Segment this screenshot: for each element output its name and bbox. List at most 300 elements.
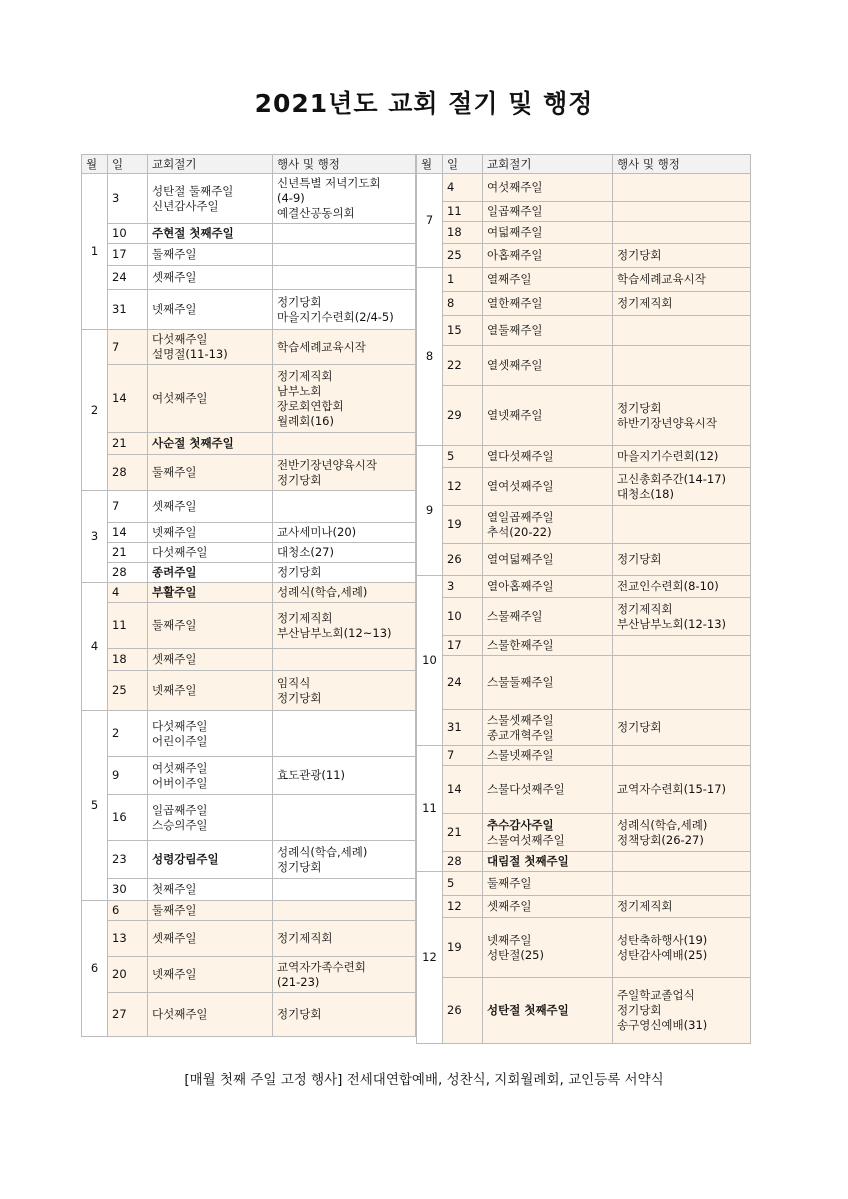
events-cell <box>613 576 751 598</box>
season-cell <box>148 224 273 244</box>
table-row <box>82 455 416 491</box>
day-cell: 22 <box>443 346 483 386</box>
table-row <box>82 244 416 266</box>
table-row <box>82 266 416 290</box>
events-cell <box>613 346 751 386</box>
table-row <box>82 224 416 244</box>
events-cell <box>273 266 416 290</box>
event-line: 정기당회 <box>277 859 322 874</box>
season-cell <box>148 957 273 993</box>
day-cell: 8 <box>443 292 483 316</box>
season-line: 넷째주일 <box>487 932 532 947</box>
header-month: 월 <box>417 155 443 174</box>
event-line: 정기당회 <box>617 400 662 415</box>
event-line: 성탄축하행사(19) <box>617 932 708 947</box>
events-cell <box>613 292 751 316</box>
season-cell <box>148 757 273 795</box>
event-line: 정기제직회 <box>277 931 333 945</box>
season-cell <box>483 872 613 896</box>
season-cell <box>148 266 273 290</box>
event-line: 마을지기수련회(2/4-5) <box>277 309 394 324</box>
day-cell: 20 <box>108 957 148 993</box>
day-cell: 21 <box>108 433 148 455</box>
table-row <box>82 711 416 757</box>
events-cell <box>613 746 751 766</box>
month-cell: 3 <box>82 491 108 583</box>
season-cell <box>483 544 613 576</box>
season-line: 둘째주일 <box>152 247 197 261</box>
season-line: 스물둘째주일 <box>487 675 554 689</box>
table-row <box>82 603 416 649</box>
schedule-table-jul-dec <box>416 154 751 1044</box>
season-line: 다섯째주일 <box>152 545 208 559</box>
day-cell: 19 <box>443 506 483 544</box>
season-line: 열여섯째주일 <box>487 479 554 493</box>
season-cell <box>483 814 613 852</box>
events-cell <box>613 506 751 544</box>
season-cell <box>483 174 613 202</box>
season-cell <box>148 993 273 1037</box>
season-line: 둘째주일 <box>487 876 532 890</box>
season-line: 여덟째주일 <box>487 225 543 239</box>
season-line: 부활주일 <box>152 585 197 599</box>
season-line: 여섯째주일 <box>152 391 208 405</box>
schedule-body-left <box>82 174 416 1037</box>
season-line: 여섯째주일 <box>487 180 543 194</box>
season-line: 일곱째주일 <box>487 204 543 218</box>
events-cell <box>273 993 416 1037</box>
day-cell: 4 <box>108 583 148 603</box>
header-events: 행사 및 행정 <box>273 155 416 174</box>
day-cell: 13 <box>108 921 148 957</box>
event-line: 부산남부노회(12-13) <box>617 616 727 631</box>
header-season: 교회절기 <box>483 155 613 174</box>
events-cell <box>613 766 751 814</box>
events-cell <box>273 583 416 603</box>
season-line: 열넷째주일 <box>487 408 543 422</box>
events-cell <box>273 841 416 879</box>
season-cell <box>483 896 613 918</box>
day-cell: 19 <box>443 918 483 978</box>
day-cell: 17 <box>108 244 148 266</box>
day-cell: 11 <box>443 202 483 222</box>
event-line: 성례식(학습,세례) <box>277 585 368 599</box>
season-line: 셋째주일 <box>152 499 197 513</box>
table-row <box>82 795 416 841</box>
table-row <box>417 978 751 1044</box>
event-line: 전반기장년양육시작 <box>277 457 377 472</box>
season-cell <box>148 290 273 330</box>
day-cell: 15 <box>443 316 483 346</box>
table-row <box>82 174 416 224</box>
table-row <box>82 879 416 901</box>
day-cell: 17 <box>443 636 483 656</box>
event-line: 정기제직회 <box>277 368 333 383</box>
events-cell <box>273 365 416 433</box>
event-line: 부산남부노회(12~13) <box>277 625 392 640</box>
season-line: 첫째주일 <box>152 882 197 896</box>
season-line: 종교개혁주일 <box>487 727 554 742</box>
season-cell <box>148 543 273 563</box>
events-cell <box>613 598 751 636</box>
events-cell <box>273 174 416 224</box>
events-cell <box>613 872 751 896</box>
event-line: 정기당회 <box>277 690 322 705</box>
season-line: 다섯째주일 <box>152 332 208 346</box>
event-line: 장로회연합회 <box>277 398 344 413</box>
event-line: 정기당회 <box>617 552 662 566</box>
season-cell <box>148 603 273 649</box>
day-cell: 14 <box>108 365 148 433</box>
table-row <box>417 468 751 506</box>
events-cell <box>613 978 751 1044</box>
events-cell <box>613 222 751 244</box>
day-cell: 25 <box>443 244 483 268</box>
table-row <box>417 766 751 814</box>
season-cell <box>483 598 613 636</box>
season-line: 추석(20-22) <box>487 524 552 539</box>
events-cell <box>613 386 751 446</box>
event-line: 정기제직회 <box>617 296 673 310</box>
day-cell: 24 <box>108 266 148 290</box>
day-cell: 21 <box>443 814 483 852</box>
season-line: 스물한째주일 <box>487 638 554 652</box>
table-row <box>417 746 751 766</box>
table-row <box>82 921 416 957</box>
season-cell <box>483 766 613 814</box>
table-row <box>82 365 416 433</box>
events-cell <box>613 896 751 918</box>
table-row <box>417 292 751 316</box>
month-cell: 8 <box>417 268 443 446</box>
day-cell: 5 <box>443 446 483 468</box>
table-row <box>82 901 416 921</box>
event-line: 정책당회(26-27) <box>617 832 704 847</box>
day-cell: 12 <box>443 468 483 506</box>
event-line: 교역자수련회(15-17) <box>617 782 727 796</box>
season-line: 추수감사주일 <box>487 817 554 832</box>
season-line: 스물넷째주일 <box>487 748 554 762</box>
season-line: 셋째주일 <box>152 652 197 666</box>
season-line: 넷째주일 <box>152 967 197 981</box>
table-row <box>417 710 751 746</box>
season-line: 스물다섯째주일 <box>487 782 565 796</box>
table-row <box>417 506 751 544</box>
season-cell <box>148 563 273 583</box>
events-cell <box>613 446 751 468</box>
season-line: 다섯째주일 <box>152 718 208 733</box>
event-line: 정기당회 <box>277 565 322 579</box>
month-cell: 4 <box>82 583 108 711</box>
season-cell <box>148 921 273 957</box>
day-cell: 30 <box>108 879 148 901</box>
season-line: 다섯째주일 <box>152 1007 208 1021</box>
season-cell <box>148 649 273 671</box>
season-cell <box>148 671 273 711</box>
event-line: 예결산공동의회 <box>277 206 355 220</box>
events-cell <box>273 330 416 365</box>
season-cell <box>483 978 613 1044</box>
season-cell <box>148 455 273 491</box>
season-cell <box>483 636 613 656</box>
table-row <box>417 446 751 468</box>
table-row <box>417 872 751 896</box>
events-cell <box>613 918 751 978</box>
event-line: 정기당회 <box>617 1003 662 1017</box>
event-line: 고신총회주간(14-17) <box>617 471 727 486</box>
season-line: 넷째주일 <box>152 525 197 539</box>
day-cell: 29 <box>443 386 483 446</box>
season-cell <box>483 202 613 222</box>
season-cell <box>483 244 613 268</box>
events-cell <box>613 656 751 710</box>
day-cell: 2 <box>108 711 148 757</box>
table-row <box>417 386 751 446</box>
event-line: 교역자가족수련회 <box>277 959 366 974</box>
event-line: 전교인수련회(8-10) <box>617 579 719 593</box>
event-line: 월례회(16) <box>277 413 334 428</box>
event-line: 학습세례교육시작 <box>277 339 366 354</box>
event-line: 성례식(학습,세례) <box>617 817 708 832</box>
events-cell <box>273 290 416 330</box>
table-row <box>82 757 416 795</box>
event-line: 송구영신예배(31) <box>617 1018 708 1032</box>
month-cell: 10 <box>417 576 443 746</box>
season-cell <box>483 656 613 710</box>
day-cell: 18 <box>108 649 148 671</box>
table-row <box>417 852 751 872</box>
events-cell <box>273 491 416 523</box>
season-cell <box>148 244 273 266</box>
day-cell: 31 <box>443 710 483 746</box>
season-cell <box>148 433 273 455</box>
season-cell <box>148 841 273 879</box>
month-cell: 5 <box>82 711 108 901</box>
season-line: 열아홉째주일 <box>487 579 554 593</box>
table-row <box>417 268 751 292</box>
events-cell <box>273 224 416 244</box>
day-cell: 12 <box>443 896 483 918</box>
season-cell <box>148 901 273 921</box>
events-cell <box>273 433 416 455</box>
season-line: 넷째주일 <box>152 683 197 697</box>
table-row <box>417 656 751 710</box>
season-line: 스물여섯째주일 <box>487 832 565 847</box>
season-cell <box>483 446 613 468</box>
season-cell <box>483 852 613 872</box>
event-line: 정기당회 <box>277 294 322 309</box>
season-cell <box>483 746 613 766</box>
events-cell <box>273 879 416 901</box>
season-line: 넷째주일 <box>152 302 197 316</box>
table-row <box>417 896 751 918</box>
season-line: 여섯째주일 <box>152 760 208 775</box>
month-cell: 6 <box>82 901 108 1037</box>
events-cell <box>613 268 751 292</box>
season-line: 열여덟째주일 <box>487 552 554 566</box>
season-line: 신년감사주일 <box>152 198 219 213</box>
day-cell: 3 <box>443 576 483 598</box>
schedule-table-jan-jun <box>81 154 416 1037</box>
event-line: 정기제직회 <box>277 610 333 625</box>
season-line: 대림절 첫째주일 <box>487 854 569 868</box>
season-line: 스승의주일 <box>152 817 208 832</box>
event-line: 정기제직회 <box>617 899 673 913</box>
table-row <box>417 202 751 222</box>
season-cell <box>483 506 613 544</box>
events-cell <box>273 563 416 583</box>
event-line: 대청소(27) <box>277 545 334 559</box>
table-header-row <box>417 155 751 174</box>
events-cell <box>273 649 416 671</box>
month-cell: 2 <box>82 330 108 491</box>
day-cell: 11 <box>108 603 148 649</box>
event-line: 정기당회 <box>277 1007 322 1021</box>
table-row <box>417 544 751 576</box>
season-line: 어린이주일 <box>152 733 208 748</box>
season-cell <box>483 918 613 978</box>
events-cell <box>273 244 416 266</box>
season-cell <box>483 346 613 386</box>
day-cell: 27 <box>108 993 148 1037</box>
season-line: 성령강림주일 <box>152 852 219 866</box>
season-line: 열둘째주일 <box>487 323 543 337</box>
events-cell <box>613 544 751 576</box>
day-cell: 14 <box>443 766 483 814</box>
season-cell <box>148 795 273 841</box>
season-cell <box>148 330 273 365</box>
season-line: 사순절 첫째주일 <box>152 436 234 450</box>
events-cell <box>613 710 751 746</box>
season-cell <box>148 523 273 543</box>
month-cell: 12 <box>417 872 443 1044</box>
monthly-fixed-events-note: [매월 첫째 주일 고정 행사] 전세대연합예배, 성찬식, 지회월례회, 교인등록 서약식 <box>184 1072 664 1088</box>
event-line: 정기당회 <box>617 248 662 262</box>
day-cell: 21 <box>108 543 148 563</box>
table-row <box>82 993 416 1037</box>
table-row <box>417 576 751 598</box>
day-cell: 5 <box>443 872 483 896</box>
day-cell: 28 <box>108 563 148 583</box>
season-cell <box>483 576 613 598</box>
season-line: 셋째주일 <box>487 899 532 913</box>
header-events: 행사 및 행정 <box>613 155 751 174</box>
events-cell <box>613 852 751 872</box>
season-line: 둘째주일 <box>152 903 197 917</box>
day-cell: 3 <box>108 174 148 224</box>
event-line: 정기당회 <box>617 720 662 734</box>
season-line: 일곱째주일 <box>152 802 208 817</box>
events-cell <box>273 711 416 757</box>
table-row <box>417 346 751 386</box>
day-cell: 10 <box>108 224 148 244</box>
event-line: 학습세례교육시작 <box>617 272 706 286</box>
events-cell <box>273 901 416 921</box>
event-line: 주일학교졸업식 <box>617 988 695 1002</box>
events-cell <box>613 316 751 346</box>
events-cell <box>613 468 751 506</box>
season-cell <box>148 711 273 757</box>
events-cell <box>273 921 416 957</box>
day-cell: 4 <box>443 174 483 202</box>
table-row <box>82 671 416 711</box>
season-line: 주현절 첫째주일 <box>152 226 234 240</box>
season-line: 성탄절(25) <box>487 947 544 962</box>
season-line: 성탄절 둘째주일 <box>152 183 234 198</box>
season-cell <box>148 879 273 901</box>
events-cell <box>273 957 416 993</box>
event-line: 임직식 <box>277 675 311 690</box>
day-cell: 16 <box>108 795 148 841</box>
day-cell: 9 <box>108 757 148 795</box>
season-cell <box>148 583 273 603</box>
event-line: 마을지기수련회(12) <box>617 449 719 463</box>
schedule-body-right <box>417 174 751 1044</box>
table-row <box>417 636 751 656</box>
table-row <box>82 583 416 603</box>
season-cell <box>483 292 613 316</box>
event-line: (4-9) <box>277 191 305 205</box>
day-cell: 25 <box>108 671 148 711</box>
season-line: 성탄절 첫째주일 <box>487 1003 569 1017</box>
season-line: 열한째주일 <box>487 296 543 310</box>
event-line: 신년특별 저녁기도회 <box>277 176 381 190</box>
day-cell: 26 <box>443 544 483 576</box>
season-line: 어버이주일 <box>152 775 208 790</box>
day-cell: 18 <box>443 222 483 244</box>
event-line: 정기제직회 <box>617 601 673 616</box>
season-line: 셋째주일 <box>152 270 197 284</box>
table-row <box>417 814 751 852</box>
header-day: 일 <box>443 155 483 174</box>
table-row <box>417 174 751 202</box>
day-cell: 14 <box>108 523 148 543</box>
events-cell <box>613 202 751 222</box>
season-line: 둘째주일 <box>152 465 197 479</box>
day-cell: 26 <box>443 978 483 1044</box>
table-row <box>82 523 416 543</box>
season-line: 셋째주일 <box>152 931 197 945</box>
season-line: 열일곱째주일 <box>487 509 554 524</box>
table-row <box>82 543 416 563</box>
day-cell: 10 <box>443 598 483 636</box>
season-cell <box>483 468 613 506</box>
season-cell <box>148 174 273 224</box>
day-cell: 28 <box>108 455 148 491</box>
season-line: 스물째주일 <box>487 609 543 623</box>
season-line: 둘째주일 <box>152 618 197 632</box>
season-line: 열째주일 <box>487 272 532 286</box>
day-cell: 28 <box>443 852 483 872</box>
day-cell: 31 <box>108 290 148 330</box>
events-cell <box>273 757 416 795</box>
header-season: 교회절기 <box>148 155 273 174</box>
season-cell <box>148 491 273 523</box>
event-line: 성례식(학습,세례) <box>277 844 368 859</box>
day-cell: 7 <box>108 330 148 365</box>
table-row <box>82 290 416 330</box>
table-header-row <box>82 155 416 174</box>
event-line: 효도관광(11) <box>277 768 346 782</box>
month-cell: 7 <box>417 174 443 268</box>
page-title: 2021년도 교회 절기 및 행정 <box>254 89 594 118</box>
events-cell <box>273 455 416 491</box>
events-cell <box>273 523 416 543</box>
season-cell <box>483 316 613 346</box>
season-line: 아홉째주일 <box>487 248 543 262</box>
table-row <box>82 957 416 993</box>
events-cell <box>273 795 416 841</box>
